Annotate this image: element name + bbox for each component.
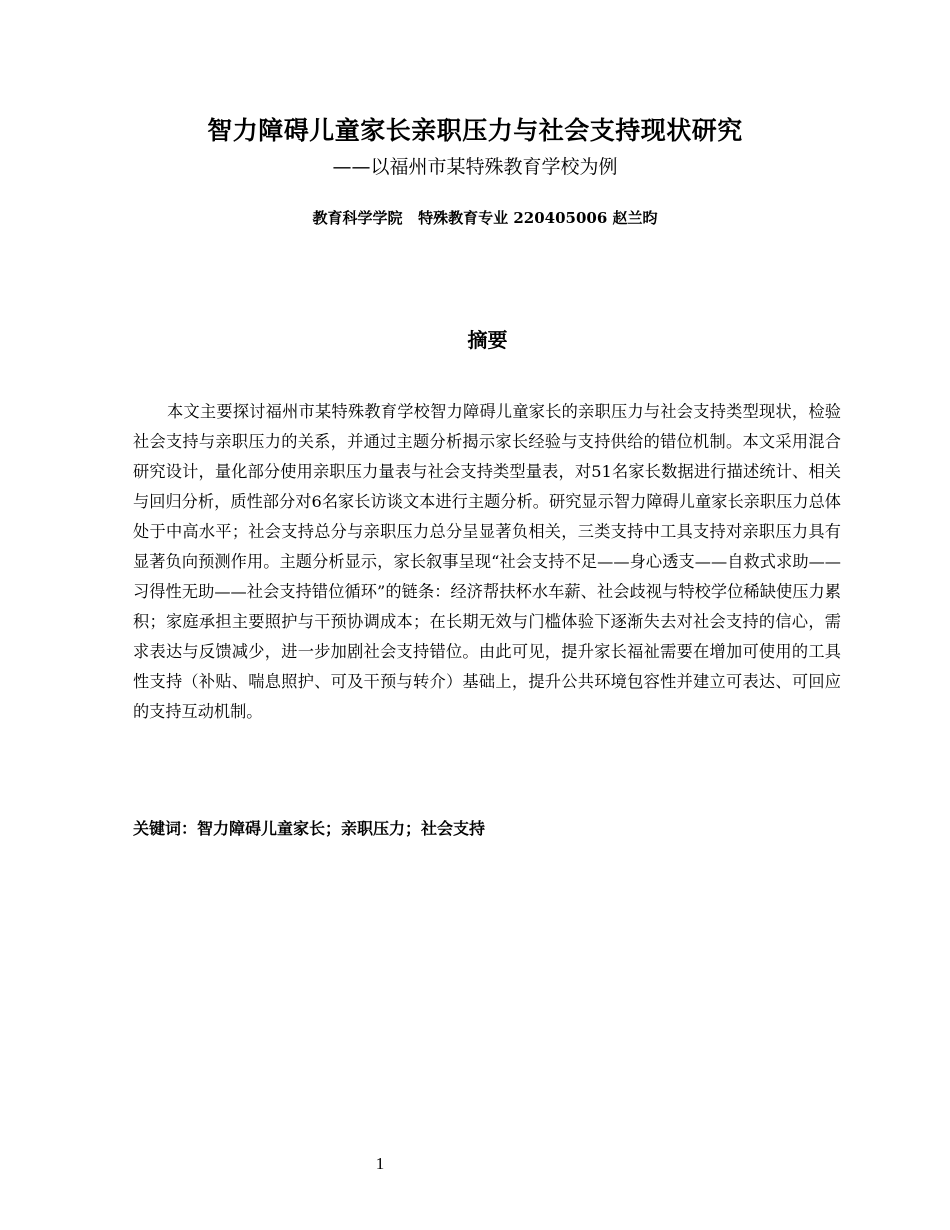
abstract-heading: 摘要 xyxy=(467,328,508,352)
keywords-line: 关键词：智力障碍儿童家长；亲职压力；社会支持 xyxy=(133,819,486,838)
paper-title: 智力障碍儿童家长亲职压力与社会支持现状研究 xyxy=(207,116,743,145)
author-line: 教育科学学院 特殊教育专业 220405006 赵兰昀 xyxy=(312,209,658,227)
paper-subtitle: ——以福州市某特殊教育学校为例 xyxy=(332,156,618,178)
page-number: 1 xyxy=(375,1154,385,1173)
abstract-body: 本文主要探讨福州市某特殊教育学校智力障碍儿童家长的亲职压力与社会支持类型现状，检验社会支持与亲职压力的关系，并通过主题分析揭示家长经验与支持供给的错位机制。本文采用混合研究设计，量化部分使用亲职压力量表与社会支持类型量表，对51名家长数据进行描述统计、相关与回归分析，质性部分对6名家长访谈文本进行主题分析。研究显示智力障碍儿童家长亲职压力总体处于中高水平；社会支持总分与亲职压力总分呈显著负相关，三类支持中工具支持对亲职压力具有显著负向预测作用。主题分析显示，家长叙事呈现“社会支持不足——身心透支——自救式求助——习得性无助——社会支持错位循环”的链条：经济帮扶杯水车薪、社会歧视与特校学位稀缺使压力累积；家庭承担主要照护与干预协调成本；在长期无效与门槛体验下逐渐失去对社会支持的信心，需求表达与反馈减少，进一步加剧社会支持错位。由此可见，提升家长福祉需要在增加可使用的工具性支持（补贴、喘息照护、可及干预与转介）基础上，提升公共环境包容性并建立可表达、可回应的支持互动机制。 xyxy=(133,402,841,721)
